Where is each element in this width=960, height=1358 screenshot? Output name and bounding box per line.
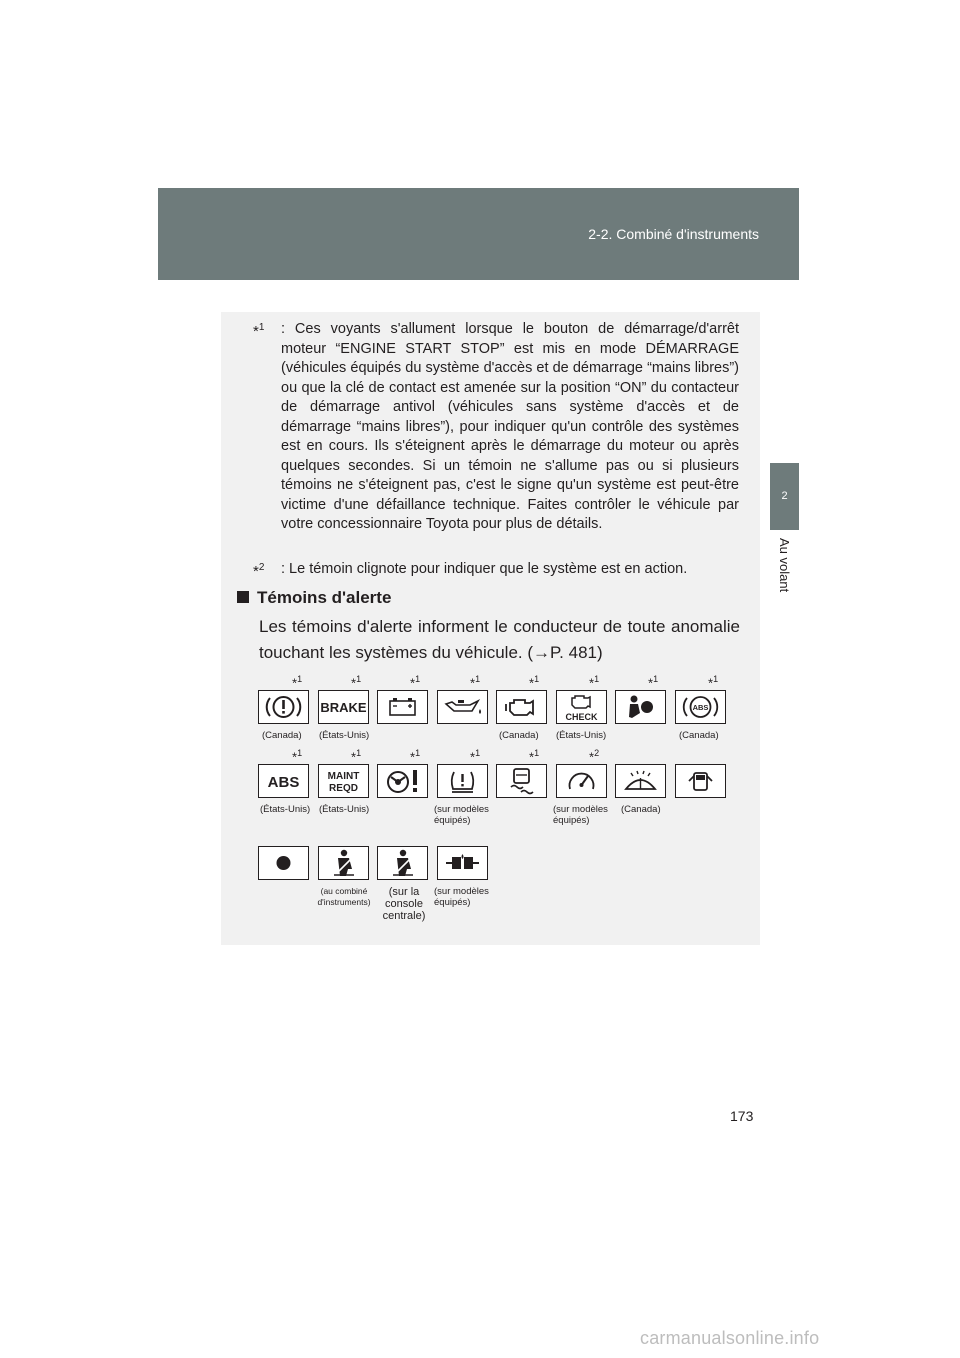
icon-label: (États-Unis) [260,804,311,815]
icon-label: (États-Unis) [556,730,607,741]
icon-note-mark: *$^1$ [708,674,719,691]
battery-icon [377,690,428,724]
icon-note-mark: *$^1$ [410,748,421,765]
icon-label: (États-Unis) [319,730,370,741]
icon-note-mark: *$^1$ [529,748,540,765]
oil-pressure-icon [437,690,488,724]
page-number: 173 [730,1108,754,1124]
slip-indicator-icon [496,764,547,798]
icon-note-mark: *$^1$ [648,674,659,691]
icon-note-mark: *$^2$ [589,748,600,765]
power-steering-icon [377,764,428,798]
icon-label: (Canada) [499,730,539,741]
engine-malfunction-icon [496,690,547,724]
seatbelt-icon [318,846,369,880]
icon-note-mark: *$^1$ [351,674,362,691]
washer-fluid-icon [615,764,666,798]
content-box [221,312,760,945]
chapter-title: 2-2. Combiné d'instruments [588,226,759,242]
watermark: carmanualsonline.info [640,1328,820,1348]
master-warning-dot-icon [258,846,309,880]
icon-label: (au combiné d'instruments) [317,886,371,907]
icon-note-mark: *$^1$ [589,674,600,691]
footnote-1-mark: *$^1$ [253,322,265,340]
icon-note-mark: *$^1$ [470,748,481,765]
svg-text:ABS: ABS [267,774,300,791]
section-bullet-icon [237,591,249,603]
door-open-icon [675,764,726,798]
svg-text:REQD: REQD [329,783,358,794]
svg-text:ABS: ABS [692,703,709,712]
footnote-2 [253,560,739,580]
icon-label: (États-Unis) [319,804,370,815]
abs-text-icon [258,764,309,798]
airbag-icon [615,690,666,724]
icon-label: (sur modèles équipés) [434,804,489,826]
icon-note-mark: *$^1$ [470,674,481,691]
icon-label: (sur modèles équipés) [434,886,489,908]
seatbelt-icon [377,846,428,880]
icon-note-mark: *$^1$ [292,674,303,691]
fuel-filter-icon [437,846,488,880]
icon-label: (Canada) [621,804,661,815]
abs-circle-icon [675,690,726,724]
brake-text-icon [318,690,369,724]
icon-note-mark: *$^1$ [529,674,540,691]
maint-reqd-icon [318,764,369,798]
icon-note-mark: *$^1$ [351,748,362,765]
icon-label: (Canada) [262,730,302,741]
brake-warning-exclamation-icon [258,690,309,724]
footnote-1 [253,320,739,535]
icon-note-mark: *$^1$ [292,748,303,765]
section-title: Témoins d'alerte [237,588,391,608]
cruise-control-icon [556,764,607,798]
chapter-tab-number: 2 [770,463,799,530]
tire-pressure-icon [437,764,488,798]
footnote-2-text: : Le témoin clignote pour indiquer que le système est en action. [281,561,688,577]
svg-text:BRAKE: BRAKE [320,700,367,715]
header-band [158,188,799,280]
footnote-2-mark: *$^2$ [253,562,265,580]
chapter-tab-label: Au volant [777,538,792,593]
svg-text:CHECK: CHECK [565,712,598,722]
icon-label: (Canada) [679,730,719,741]
section-body: Les témoins d'alerte informent le conducteur de toute anomalie touchant les systèmes du véhicule. (→P. 481) [259,617,740,662]
svg-text:MAINT: MAINT [327,771,360,782]
icon-note-mark: *$^1$ [410,674,421,691]
check-engine-icon [556,690,607,724]
footnote-1-text: : Ces voyants s'allument lorsque le bouton de démarrage/d'arrêt moteur “ENGINE START STOP” est mis en mode DÉMARRAGE (véhicules équipés du système d'accès et de démarrage “mains libres”) ou que la clé de contact est amenée sur la position “ON” du contacteur de démarrage antivol (véhicules sans système d'accès et de démarrage “mains libres”), pour indiquer qu'un contrôle des systèmes est en cours. Ils s'éteignent après le démarrage du moteur ou après quelques secondes. Si un témoin ne s'allume pas ou si plusieurs témoins ne s'éteignent pas, c'est le signe qu'un système est peut-être victime d'une défaillance technique. Faites contrôler le véhicule par votre concessionnaire Toyota pour plus de détails. [281,321,739,532]
icon-label: (sur modèles équipés) [553,804,608,826]
icon-label: (sur la console centrale) [382,886,426,922]
